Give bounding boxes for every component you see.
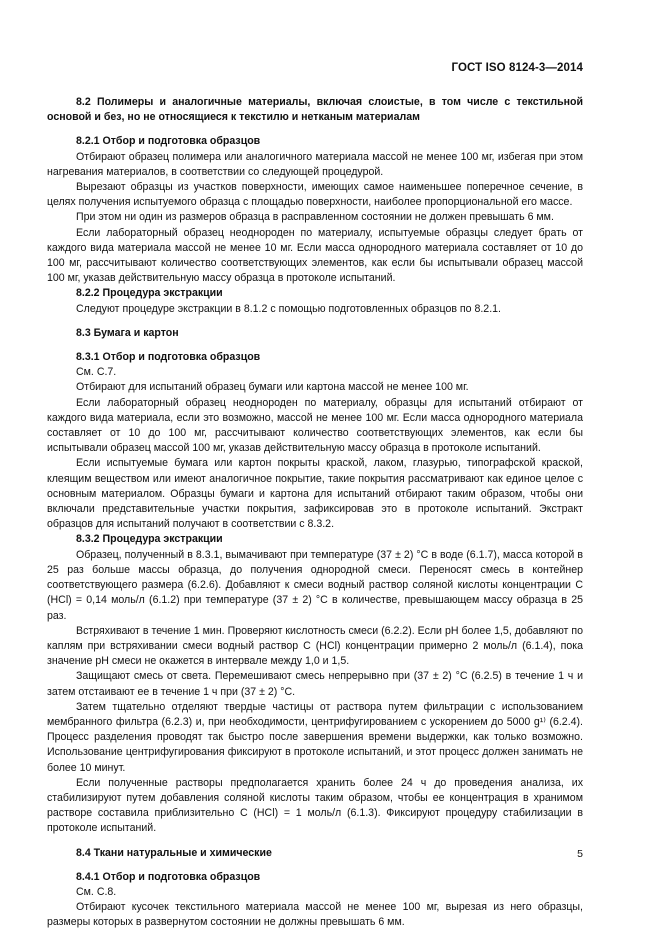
section-heading-8-3: 8.3 Бумага и картон [76, 326, 179, 339]
paragraph: Если полученные растворы предполагается хранить более 24 ч до проведения анализа, их стабилизируют путем добавления соляной кислоты таким образом, чтобы ее концентрация в хранимом растворе составила приблизительно С (HCl) = 1 моль/л (6.1.3). Фиксируют процедуру стабилизации в протоколе испытаний. [47, 776, 583, 835]
paragraph: Затем тщательно отделяют твердые частицы от раствора путем фильтрации с использованием мембранного фильтра (6.2.3) и, при необходимости, центрифугированием с ускорением до 5000 g¹⁾ (6.2.4). Процесс разделения проводят так быстро после завершения времени выдержки, как только возможно. Использование центрифугирования фиксируют в протоколе испытаний, и этот процесс должен занимать не более 10 минут. [47, 700, 583, 774]
subsection-heading-8-2-2: 8.2.2 Процедура экстракции [76, 287, 223, 300]
subsection-heading-8-3-2: 8.3.2 Процедура экстракции [76, 533, 223, 546]
document-body [47, 95, 583, 931]
paragraph: Образец, полученный в 8.3.1, вымачивают при температуре (37 ± 2) °С в воде (6.1.7), масса которой в 25 раз больше массы образца, до получения однородной смеси. Переносят смесь в контейнер соответствующего размера (6.2.6). Добавляют к смеси водный раствор соляной кислоты концентрации С (HCl) = 0,14 моль/л (6.1.2) при температуре (37 ± 2) °С в количестве, превышающем массу образца в 25 раз. [47, 548, 583, 622]
paragraph: Отбирают образец полимера или аналогичного материала массой не менее 100 мг, избегая при этом нагревания материалов, в соответствии со следующей процедурой. [47, 150, 583, 178]
section-heading-8-2: 8.2 Полимеры и аналогичные материалы, включая слоистые, в том числе с текстильной основой и без, но не относящиеся к текстилю и нетканым материалам [47, 96, 583, 124]
paragraph: Встряхивают в течение 1 мин. Проверяют кислотность смеси (6.2.2). Если рН более 1,5, добавляют по каплям при встряхивании смеси водный раствор С (HCl) концентрации примерно 2 моль/л (6.1.4), пока значение рН смеси не окажется в интервале между 1,0 и 1,5. [47, 624, 583, 668]
paragraph: См. С.7. [76, 366, 117, 379]
subsection-heading-8-3-1: 8.3.1 Отбор и подготовка образцов [76, 351, 261, 364]
page-number: 5 [577, 848, 583, 860]
subsection-heading-8-4-1: 8.4.1 Отбор и подготовка образцов [76, 870, 261, 883]
paragraph: При этом ни один из размеров образца в расправленном состоянии не должен превышать 6 мм. [76, 211, 554, 224]
paragraph: Вырезают образцы из участков поверхности, имеющих самое наименьшее поперечное сечение, в целях получения испытуемого образца с площадью поверхности, наиболее пропорциональной его массе. [47, 181, 583, 209]
document-header: ГОСТ ISO 8124-3—2014 [451, 62, 583, 74]
subsection-heading-8-2-1: 8.2.1 Отбор и подготовка образцов [76, 135, 261, 148]
paragraph: Отбирают для испытаний образец бумаги или картона массой не менее 100 мг. [76, 381, 469, 394]
paragraph: Следуют процедуре экстракции в 8.1.2 с помощью подготовленных образцов по 8.2.1. [76, 302, 501, 315]
paragraph: Если лабораторный образец неоднороден по материалу, образцы для испытаний отбирают от каждого вида материала, если это возможно, массой не менее 100 мг. Если масса однородного материала составляет от 10 до 100 мг, рассчитывают количество соответствующих элементов, как если бы испытывали образец массой 100 мг, указав действительную массу образца в протоколе испытаний. [47, 396, 583, 455]
paragraph: См. С.8. [76, 885, 117, 898]
paragraph: Если испытуемые бумага или картон покрыты краской, лаком, глазурью, типографской краской, клеящим веществом или имеют аналогичное покрытие, такие покрытия рассматривают как единое целое с основным материалом. Образцы бумаги и картона для испытаний отбирают таким образом, чтобы они включали представительные участки покрытия, зафиксировав это в протоколе испытаний. Экстракт образцов для испытаний получают в соответствии с 8.3.2. [47, 457, 583, 531]
paragraph: Если лабораторный образец неоднороден по материалу, испытуемые образцы следует брать от каждого вида материала массой не менее 10 мг. Если масса однородного материала составляет от 10 до 100 мг, рассчитывают количество соответствующих элементов, как если бы испытывали образец массой 100 мг, указав действительную массу образца в протоколе испытаний. [47, 226, 583, 285]
paragraph: Защищают смесь от света. Перемешивают смесь непрерывно при (37 ± 2) °С (6.2.5) в течение 1 ч и затем отстаивают ее в течение 1 ч при (37 ± 2) °С. [47, 670, 583, 698]
paragraph: Отбирают кусочек текстильного материала массой не менее 100 мг, вырезая из него образцы, размеры которых в развернутом состоянии не должны превышать 6 мм. [47, 901, 583, 929]
section-heading-8-4: 8.4 Ткани натуральные и химические [76, 846, 272, 859]
